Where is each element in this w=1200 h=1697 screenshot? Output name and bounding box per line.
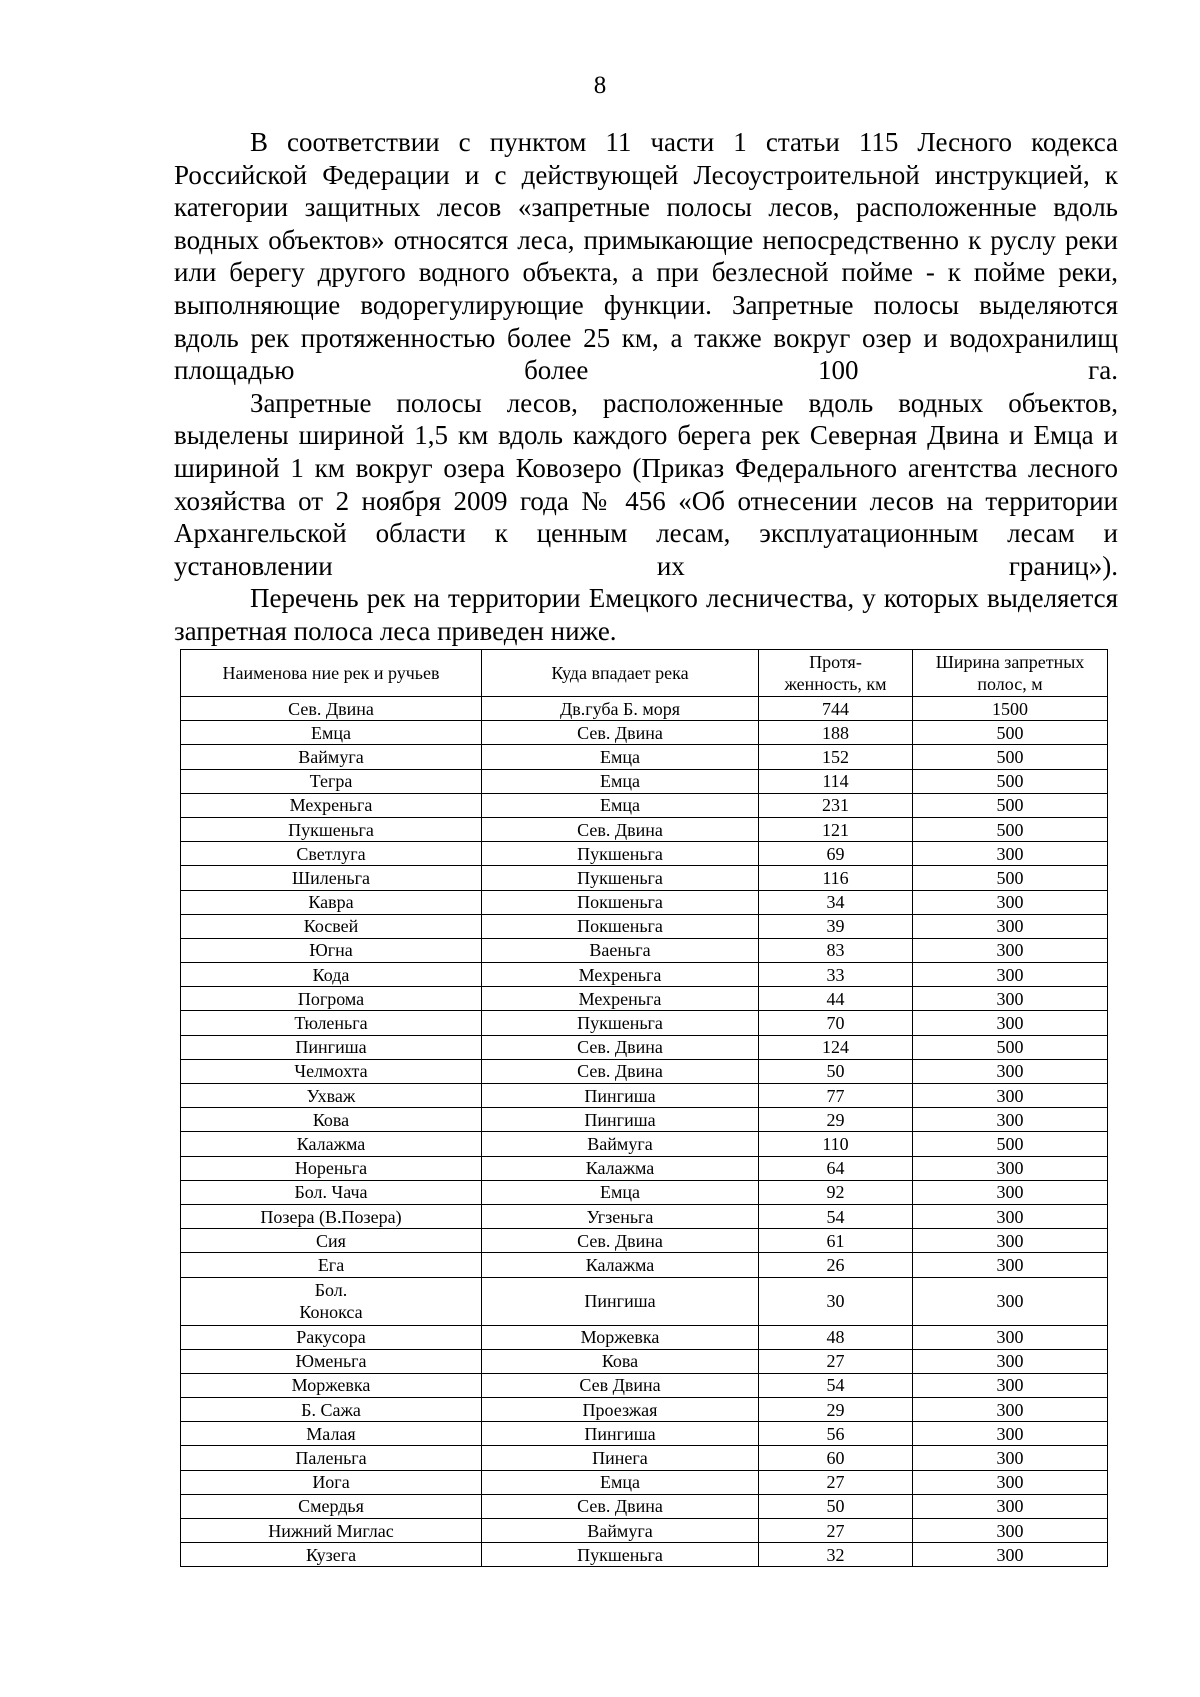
cell-river-mouth: Сев. Двина bbox=[482, 1035, 759, 1059]
cell-strip-width: 300 bbox=[913, 1325, 1108, 1349]
table-row bbox=[181, 1543, 1108, 1567]
cell-river-length: 56 bbox=[759, 1422, 913, 1446]
cell-strip-width: 500 bbox=[913, 721, 1108, 745]
table-row bbox=[181, 1180, 1108, 1204]
cell-river-name: Бол. Чача bbox=[181, 1180, 482, 1204]
header-river-name: Наименова ние рек и ручьев bbox=[181, 650, 482, 697]
cell-river-name: Кода bbox=[181, 963, 482, 987]
header-length-line2: женность, км bbox=[784, 674, 887, 694]
cell-river-mouth: Пингиша bbox=[482, 1277, 759, 1325]
cell-river-mouth: Моржевка bbox=[482, 1325, 759, 1349]
table-row bbox=[181, 1398, 1108, 1422]
cell-strip-width: 500 bbox=[913, 769, 1108, 793]
cell-river-name: Челмохта bbox=[181, 1059, 482, 1083]
cell-river-name: Тюленьга bbox=[181, 1011, 482, 1035]
cell-river-length: 54 bbox=[759, 1204, 913, 1228]
cell-river-mouth: Мехреньга bbox=[482, 987, 759, 1011]
cell-river-length: 152 bbox=[759, 745, 913, 769]
cell-river-name: Нореньга bbox=[181, 1156, 482, 1180]
cell-river-length: 54 bbox=[759, 1373, 913, 1397]
cell-strip-width: 500 bbox=[913, 745, 1108, 769]
cell-river-length: 50 bbox=[759, 1059, 913, 1083]
cell-river-mouth: Калажма bbox=[482, 1253, 759, 1277]
table-row bbox=[181, 963, 1108, 987]
cell-river-length: 27 bbox=[759, 1349, 913, 1373]
cell-river-name: Тегра bbox=[181, 769, 482, 793]
cell-strip-width: 500 bbox=[913, 793, 1108, 817]
cell-river-name: Пукшеньга bbox=[181, 817, 482, 841]
cell-river-length: 30 bbox=[759, 1277, 913, 1325]
cell-river-name: Б. Сажа bbox=[181, 1398, 482, 1422]
page-number: 8 bbox=[593, 72, 607, 99]
cell-river-name: Пингиша bbox=[181, 1035, 482, 1059]
cell-river-name: Иога bbox=[181, 1470, 482, 1494]
cell-river-mouth: Сев. Двина bbox=[482, 1229, 759, 1253]
table-row bbox=[181, 1494, 1108, 1518]
cell-river-name: Кузега bbox=[181, 1543, 482, 1567]
cell-river-mouth: Сев Двина bbox=[482, 1373, 759, 1397]
cell-strip-width: 300 bbox=[913, 1229, 1108, 1253]
table-row bbox=[181, 793, 1108, 817]
cell-strip-width: 300 bbox=[913, 1156, 1108, 1180]
cell-river-mouth: Пукшеньга bbox=[482, 842, 759, 866]
cell-strip-width: 300 bbox=[913, 1349, 1108, 1373]
cell-river-mouth: Сев. Двина bbox=[482, 817, 759, 841]
cell-river-length: 34 bbox=[759, 890, 913, 914]
cell-river-mouth: Покшеньга bbox=[482, 914, 759, 938]
table-row bbox=[181, 987, 1108, 1011]
cell-river-name: Косвей bbox=[181, 914, 482, 938]
cell-river-name: Малая bbox=[181, 1422, 482, 1446]
cell-river-mouth: Емца bbox=[482, 1180, 759, 1204]
table-row bbox=[181, 914, 1108, 938]
paragraph-1: В соответствии с пунктом 11 части 1 статьи 115 Лесного кодекса Российской Федерации и с действующей Лесоустроительной инструкцией, к категории защитных лесов «запретные полосы лесов, расположенные вдоль водных объектов» относятся леса, примыкающие непосредственно к руслу реки или берегу другого водного объекта, а при безлесной пойме - к пойме реки, выполняющие водорегулирующие функции. Запретные полосы выделяются вдоль рек протяженностью более 25 км, а также вокруг озер и водохранилищ площадью более 100 га. bbox=[174, 127, 1118, 386]
cell-river-length: 61 bbox=[759, 1229, 913, 1253]
table-row bbox=[181, 817, 1108, 841]
cell-river-length: 26 bbox=[759, 1253, 913, 1277]
cell-river-mouth: Емца bbox=[482, 745, 759, 769]
cell-river-mouth: Сев. Двина bbox=[482, 1494, 759, 1518]
cell-strip-width: 300 bbox=[913, 842, 1108, 866]
cell-river-name: Моржевка bbox=[181, 1373, 482, 1397]
paragraph-2: Запретные полосы лесов, расположенные вдоль водных объектов, выделены шириной 1,5 км вдоль каждого берега рек Северная Двина и Емца и шириной 1 км вокруг озера Ковозеро (Приказ Федерального агентства лесного хозяйства от 2 ноября 2009 года № 456 «Об отнесении лесов на территории Архангельской области к ценным лесам, эксплуатационным лесам и установлении их границ»). bbox=[174, 387, 1118, 581]
cell-river-name: Кавра bbox=[181, 890, 482, 914]
cell-river-length: 114 bbox=[759, 769, 913, 793]
cell-strip-width: 300 bbox=[913, 1204, 1108, 1228]
table-row bbox=[181, 866, 1108, 890]
cell-river-mouth: Емца bbox=[482, 793, 759, 817]
cell-river-name: Сия bbox=[181, 1229, 482, 1253]
cell-river-mouth: Покшеньга bbox=[482, 890, 759, 914]
rivers-table bbox=[180, 649, 1108, 1567]
cell-river-name: Нижний Миглас bbox=[181, 1519, 482, 1543]
cell-river-length: 29 bbox=[759, 1108, 913, 1132]
cell-strip-width: 300 bbox=[913, 1059, 1108, 1083]
cell-river-length: 744 bbox=[759, 697, 913, 721]
cell-river-length: 32 bbox=[759, 1543, 913, 1567]
table-row bbox=[181, 1084, 1108, 1108]
cell-strip-width: 300 bbox=[913, 1011, 1108, 1035]
cell-river-mouth: Сев. Двина bbox=[482, 721, 759, 745]
header-river-length bbox=[759, 650, 913, 697]
cell-strip-width: 500 bbox=[913, 866, 1108, 890]
cell-river-length: 110 bbox=[759, 1132, 913, 1156]
cell-river-mouth: Угзеньга bbox=[482, 1204, 759, 1228]
cell-river-mouth: Ваймуга bbox=[482, 1132, 759, 1156]
cell-river-mouth: Пукшеньга bbox=[482, 866, 759, 890]
cell-river-name: Емца bbox=[181, 721, 482, 745]
cell-river-length: 231 bbox=[759, 793, 913, 817]
header-strip-width bbox=[913, 650, 1108, 697]
cell-river-length: 121 bbox=[759, 817, 913, 841]
cell-strip-width: 300 bbox=[913, 987, 1108, 1011]
table-row bbox=[181, 1277, 1108, 1325]
cell-river-length: 44 bbox=[759, 987, 913, 1011]
cell-strip-width: 500 bbox=[913, 1035, 1108, 1059]
cell-river-length: 27 bbox=[759, 1470, 913, 1494]
cell-river-length: 50 bbox=[759, 1494, 913, 1518]
cell-river-name: Мехреньга bbox=[181, 793, 482, 817]
cell-strip-width: 300 bbox=[913, 1446, 1108, 1470]
cell-river-length: 92 bbox=[759, 1180, 913, 1204]
table-row bbox=[181, 1059, 1108, 1083]
cell-strip-width: 300 bbox=[913, 1398, 1108, 1422]
cell-strip-width: 300 bbox=[913, 963, 1108, 987]
cell-river-length: 39 bbox=[759, 914, 913, 938]
cell-strip-width: 1500 bbox=[913, 697, 1108, 721]
cell-strip-width: 300 bbox=[913, 938, 1108, 962]
cell-river-name: Калажма bbox=[181, 1132, 482, 1156]
cell-river-length: 29 bbox=[759, 1398, 913, 1422]
cell-river-length: 188 bbox=[759, 721, 913, 745]
cell-river-name: Шиленьга bbox=[181, 866, 482, 890]
cell-river-name: Югна bbox=[181, 938, 482, 962]
cell-river-name: Ега bbox=[181, 1253, 482, 1277]
table-row bbox=[181, 1204, 1108, 1228]
table-row bbox=[181, 1422, 1108, 1446]
table-row bbox=[181, 1349, 1108, 1373]
cell-river-length: 48 bbox=[759, 1325, 913, 1349]
cell-river-mouth: Кова bbox=[482, 1349, 759, 1373]
table-row bbox=[181, 1325, 1108, 1349]
cell-river-length: 83 bbox=[759, 938, 913, 962]
cell-strip-width: 300 bbox=[913, 1084, 1108, 1108]
cell-river-mouth: Проезжая bbox=[482, 1398, 759, 1422]
cell-river-name: Сев. Двина bbox=[181, 697, 482, 721]
cell-river-mouth: Емца bbox=[482, 769, 759, 793]
header-length-line1: Протя- bbox=[809, 652, 862, 672]
cell-river-name: Ухваж bbox=[181, 1084, 482, 1108]
cell-river-length: 27 bbox=[759, 1519, 913, 1543]
table-row bbox=[181, 842, 1108, 866]
cell-strip-width: 300 bbox=[913, 1108, 1108, 1132]
table-header-row bbox=[181, 650, 1108, 697]
cell-river-mouth: Сев. Двина bbox=[482, 1059, 759, 1083]
header-width-line1: Ширина запретных bbox=[935, 652, 1085, 672]
table-row bbox=[181, 745, 1108, 769]
cell-strip-width: 300 bbox=[913, 1519, 1108, 1543]
cell-river-name: Позера (В.Позера) bbox=[181, 1204, 482, 1228]
table-row bbox=[181, 1229, 1108, 1253]
table-row bbox=[181, 938, 1108, 962]
cell-river-mouth: Мехреньга bbox=[482, 963, 759, 987]
cell-river-length: 77 bbox=[759, 1084, 913, 1108]
cell-strip-width: 500 bbox=[913, 1132, 1108, 1156]
cell-river-mouth: Пингиша bbox=[482, 1084, 759, 1108]
cell-strip-width: 300 bbox=[913, 1373, 1108, 1397]
cell-river-name: Кова bbox=[181, 1108, 482, 1132]
cell-river-length: 70 bbox=[759, 1011, 913, 1035]
cell-river-length: 124 bbox=[759, 1035, 913, 1059]
cell-strip-width: 300 bbox=[913, 1543, 1108, 1567]
cell-river-mouth: Пинега bbox=[482, 1446, 759, 1470]
cell-river-name: Смердья bbox=[181, 1494, 482, 1518]
cell-strip-width: 300 bbox=[913, 914, 1108, 938]
rivers-table-body bbox=[181, 697, 1108, 1567]
cell-river-length: 60 bbox=[759, 1446, 913, 1470]
cell-strip-width: 300 bbox=[913, 1494, 1108, 1518]
cell-river-name: Юменьга bbox=[181, 1349, 482, 1373]
cell-strip-width: 500 bbox=[913, 817, 1108, 841]
cell-strip-width: 300 bbox=[913, 890, 1108, 914]
table-row bbox=[181, 890, 1108, 914]
table-row bbox=[181, 769, 1108, 793]
cell-river-length: 64 bbox=[759, 1156, 913, 1180]
cell-river-mouth: Дв.губа Б. моря bbox=[482, 697, 759, 721]
header-river-mouth: Куда впадает река bbox=[482, 650, 759, 697]
cell-river-mouth: Пукшеньга bbox=[482, 1543, 759, 1567]
table-row bbox=[181, 1470, 1108, 1494]
cell-river-mouth: Пукшеньга bbox=[482, 1011, 759, 1035]
cell-river-name: Погрома bbox=[181, 987, 482, 1011]
cell-river-mouth: Пингиша bbox=[482, 1108, 759, 1132]
cell-strip-width: 300 bbox=[913, 1253, 1108, 1277]
cell-river-length: 116 bbox=[759, 866, 913, 890]
table-row bbox=[181, 1253, 1108, 1277]
table-row bbox=[181, 1132, 1108, 1156]
cell-river-name: Паленьга bbox=[181, 1446, 482, 1470]
document-body bbox=[174, 126, 1118, 648]
cell-river-mouth: Ваймуга bbox=[482, 1519, 759, 1543]
table-row bbox=[181, 721, 1108, 745]
cell-river-name: Ракусора bbox=[181, 1325, 482, 1349]
cell-river-length: 33 bbox=[759, 963, 913, 987]
table-row bbox=[181, 1156, 1108, 1180]
cell-river-name: Бол. Конокса bbox=[181, 1277, 482, 1325]
table-row bbox=[181, 1011, 1108, 1035]
table-row bbox=[181, 1035, 1108, 1059]
table-row bbox=[181, 1446, 1108, 1470]
table-row bbox=[181, 697, 1108, 721]
cell-river-name: Ваймуга bbox=[181, 745, 482, 769]
header-width-line2: полос, м bbox=[977, 674, 1043, 694]
paragraph-3: Перечень рек на территории Емецкого лесничества, у которых выделяется запретная полоса леса приведен ниже. bbox=[174, 583, 1118, 646]
table-row bbox=[181, 1373, 1108, 1397]
cell-strip-width: 300 bbox=[913, 1422, 1108, 1446]
cell-river-length: 69 bbox=[759, 842, 913, 866]
cell-river-mouth: Ваеньга bbox=[482, 938, 759, 962]
cell-strip-width: 300 bbox=[913, 1277, 1108, 1325]
table-row bbox=[181, 1519, 1108, 1543]
table-row bbox=[181, 1108, 1108, 1132]
cell-river-mouth: Пингиша bbox=[482, 1422, 759, 1446]
cell-river-mouth: Емца bbox=[482, 1470, 759, 1494]
cell-strip-width: 300 bbox=[913, 1180, 1108, 1204]
cell-river-name: Светлуга bbox=[181, 842, 482, 866]
cell-strip-width: 300 bbox=[913, 1470, 1108, 1494]
cell-river-mouth: Калажма bbox=[482, 1156, 759, 1180]
